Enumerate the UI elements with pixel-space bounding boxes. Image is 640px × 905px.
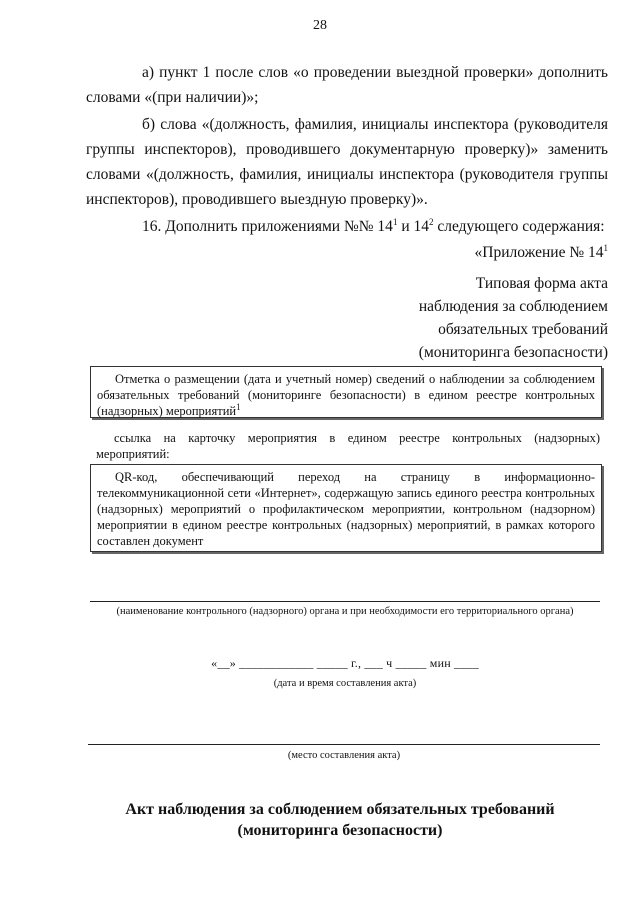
place-caption: (место составления акта) (287, 750, 401, 761)
appendix-label-text: «Приложение № 14 (474, 244, 604, 261)
form-title-line4: (мониторинга безопасности) (418, 344, 608, 361)
item-16-text-start: 16. Дополнить приложениями №№ 14 (142, 218, 393, 235)
act-title (60, 799, 620, 841)
item-a (86, 60, 608, 110)
form-title (300, 272, 608, 364)
registry-mark-text: Отметка о размещении (дата и учетный номер) сведений о наблюдении за соблюдением обязательных требований (мониторинге безопасности) в едином реестре контрольных (надзорных) мероприятий (97, 372, 595, 418)
item-a-line1: а) пункт 1 после слов «о проведении выездной проверки» дополнить (142, 64, 608, 81)
date-time-caption: (дата и время составления акта) (273, 678, 417, 689)
registry-mark-sup: 1 (236, 401, 241, 412)
item-b-line2: группы инспекторов), проводившего документарную проверку)» заменить (86, 141, 608, 158)
appendix-label-sup: 1 (603, 242, 608, 253)
date-time-line: «__» ____________ _____ г., ___ ч _____ мин ____ (211, 656, 479, 670)
form-title-line2: наблюдения за соблюдением (418, 298, 608, 315)
appendix-label (300, 240, 608, 265)
item-16 (86, 214, 608, 239)
item-a-line2: словами «(при наличии)»; (86, 89, 259, 106)
item-16-text-end: следующего содержания: (433, 218, 605, 235)
item-b-line4: инспекторов), проводившего выездную проверку)». (86, 191, 428, 208)
place-line (88, 744, 600, 745)
item-b (86, 112, 608, 212)
page-number: 28 (313, 18, 327, 33)
item-16-text-mid: и 14 (397, 218, 429, 235)
form-title-line1: Типовая форма акта (475, 275, 608, 292)
org-name-caption: (наименование контрольного (надзорного) органа и при необходимости его территориального органа) (116, 606, 574, 617)
qr-code-box (90, 464, 602, 552)
item-b-line3: словами «(должность, фамилия, инициалы инспектора (руководителя группы (86, 166, 608, 183)
item-16-sup1: 1 (392, 216, 398, 227)
item-b-line1: б) слова «(должность, фамилия, инициалы инспектора (руководителя (142, 116, 608, 133)
org-name-line (90, 601, 600, 602)
registry-mark-box (90, 366, 602, 418)
qr-code-text: QR-код, обеспечивающий переход на страницу в информационно-телекоммуникационной сети «Интернет», содержащую запись единого реестра контрольных (надзорных) мероприятий о профилактическом мероприятии, контрольном (надзорном) мероприятии в едином реестре контрольных (надзорных) мероприятий, в рамках которого составлен документ (97, 470, 595, 548)
form-title-line3: обязательных требований (438, 321, 608, 338)
act-title-line1: Акт наблюдения за соблюдением обязательных требований (125, 801, 555, 818)
act-title-line2: (мониторинга безопасности) (237, 822, 443, 839)
card-link-label: ссылка на карточку мероприятия в едином реестре контрольных (надзорных) мероприятий: (96, 431, 600, 461)
item-16-sup2: 2 (428, 216, 434, 227)
